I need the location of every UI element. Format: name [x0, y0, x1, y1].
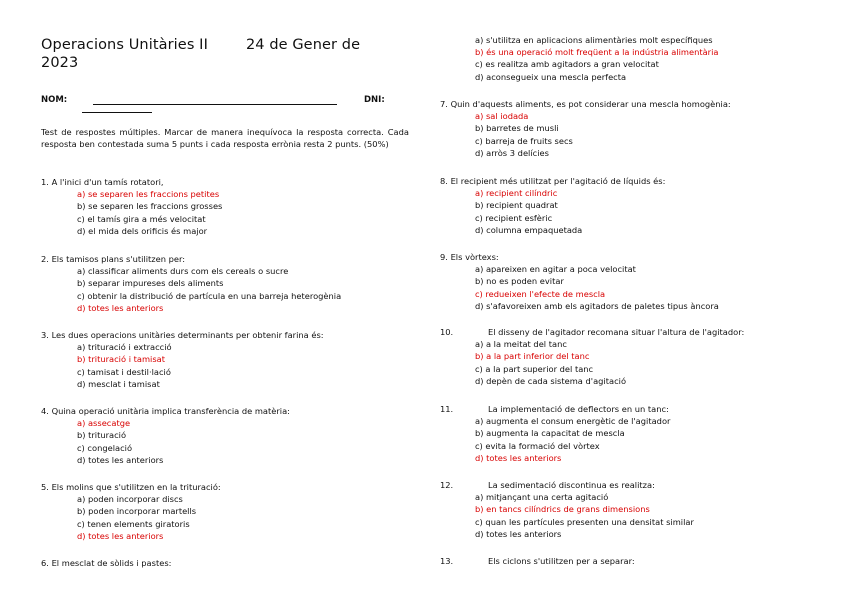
- question-number: 9.: [440, 252, 448, 262]
- question-10: [440, 326, 744, 387]
- question-stem: La sedimentació discontinua es realitza:: [488, 480, 655, 490]
- option-correct[interactable]: d) totes les anteriors: [475, 452, 562, 463]
- option-correct[interactable]: b) trituració i tamisat: [77, 354, 166, 365]
- option[interactable]: b) separar impureses dels aliments: [77, 278, 224, 289]
- exam-title: [41, 36, 421, 72]
- option-list: [77, 341, 324, 390]
- option[interactable]: d) columna empaquetada: [475, 224, 583, 235]
- exam-date: 24 de Gener de: [245, 37, 361, 53]
- option[interactable]: b) barretes de musli: [475, 123, 559, 134]
- option-correct[interactable]: a) se separen les fraccions petites: [77, 189, 220, 200]
- option[interactable]: c) el tamís gira a més velocitat: [77, 213, 206, 224]
- option[interactable]: c) barreja de fruits secs: [475, 135, 573, 146]
- question-8: [440, 175, 665, 236]
- option-correct[interactable]: c) redueixen l'efecte de mescla: [475, 288, 606, 299]
- option-list: [77, 493, 221, 542]
- option[interactable]: c) tenen elements giratoris: [77, 518, 190, 529]
- question-number: 12.: [440, 480, 454, 490]
- option[interactable]: c) obtenir la distribució de partícula en una barreja heterogènia: [77, 290, 342, 301]
- exam-year: 2023: [41, 55, 79, 71]
- option-correct[interactable]: d) totes les anteriors: [77, 530, 164, 541]
- option-list: [475, 415, 670, 464]
- option[interactable]: b) no es poden evitar: [475, 276, 564, 287]
- option-list: [77, 188, 222, 237]
- option-correct[interactable]: b) en tancs cilíndrics de grans dimensions: [475, 504, 650, 515]
- option[interactable]: c) recipient esfèric: [475, 212, 553, 223]
- option[interactable]: b) recipient quadrat: [475, 200, 558, 211]
- option-list: [475, 491, 694, 540]
- question-number: 13.: [440, 556, 454, 566]
- option[interactable]: b) augmenta la capacitat de mescla: [475, 428, 625, 439]
- option[interactable]: c) tamisat i destil·lació: [77, 366, 171, 377]
- option[interactable]: a) mitjançant una certa agitació: [475, 492, 609, 503]
- option[interactable]: a) apareixen en agitar a poca velocitat: [475, 264, 636, 275]
- option[interactable]: b) se separen les fraccions grosses: [77, 201, 223, 212]
- question-stem: Els ciclons s'utilitzen per a separar:: [488, 556, 635, 566]
- option[interactable]: c) evita la formació del vòrtex: [475, 440, 600, 451]
- option[interactable]: d) s'afavoreixen amb els agitadors de paletes tipus àncora: [475, 300, 719, 311]
- option-correct[interactable]: d) totes les anteriors: [77, 302, 164, 313]
- question-number: 11.: [440, 404, 454, 414]
- dni-label: DNI:: [364, 95, 385, 105]
- question-stem: La implementació de deflectors en un tanc:: [488, 404, 669, 414]
- option[interactable]: a) s'utilitza en aplicacions alimentàries molt específiques: [475, 35, 713, 45]
- question-stem: Les dues operacions unitàries determinants per obtenir farina és:: [51, 330, 324, 340]
- option[interactable]: a) a la meitat del tanc: [475, 339, 567, 350]
- option[interactable]: d) depèn de cada sistema d'agitació: [475, 375, 627, 386]
- option[interactable]: d) el mida dels orificis és major: [77, 225, 208, 236]
- question-number: 5.: [41, 482, 49, 492]
- name-label: NOM:: [41, 95, 68, 105]
- option[interactable]: c) a la part superior del tanc: [475, 363, 594, 374]
- question-number: 7.: [440, 99, 448, 109]
- option-list: [475, 34, 718, 83]
- option[interactable]: d) arròs 3 delícies: [475, 147, 549, 158]
- question-5: [41, 481, 221, 542]
- option-correct[interactable]: b) a la part inferior del tanc: [475, 351, 590, 362]
- question-13: [440, 555, 635, 567]
- course-title: Operacions Unitàries II: [41, 37, 208, 53]
- question-number: 4.: [41, 406, 49, 416]
- name-field-line[interactable]: [93, 104, 337, 105]
- question-stem: El recipient més utilitzat per l'agitació de líquids és:: [450, 176, 666, 186]
- option-list: [475, 187, 665, 236]
- question-3: [41, 329, 324, 390]
- question-stem: Els molins que s'utilitzen en la trituració:: [51, 482, 221, 492]
- option[interactable]: c) es realitza amb agitadors a gran velocitat: [475, 59, 659, 70]
- question-7: [440, 98, 731, 159]
- question-stem: Els tamisos plans s'utilitzen per:: [51, 254, 186, 264]
- question-number: 3.: [41, 330, 49, 340]
- instructions: Test de respostes múltiples. Marcar de manera inequívoca la resposta correcta. Cada resposta ben contestada suma 5 punts i cada resposta errònia resta 2 punts. (50%): [41, 127, 409, 150]
- option-list: [475, 338, 744, 387]
- question-stem: El disseny de l'agitador recomana situar l'altura de l'agitador:: [488, 327, 745, 337]
- option-correct[interactable]: a) assecatge: [77, 418, 131, 429]
- question-number: 8.: [440, 176, 448, 186]
- question-1: [41, 176, 222, 237]
- question-stem: A l'inici d'un tamís rotatori,: [51, 177, 164, 187]
- option[interactable]: a) trituració i extracció: [77, 342, 172, 353]
- option-list: [475, 110, 731, 159]
- option-correct[interactable]: b) és una operació molt freqüent a la indústria alimentària: [475, 47, 719, 58]
- question-9: [440, 251, 719, 312]
- option[interactable]: b) poden incorporar martells: [77, 506, 197, 517]
- option[interactable]: a) augmenta el consum energètic de l'agitador: [475, 416, 671, 427]
- option[interactable]: d) totes les anteriors: [77, 454, 164, 465]
- option[interactable]: a) classificar aliments durs com els cereals o sucre: [77, 266, 289, 277]
- option-correct[interactable]: a) sal iodada: [475, 111, 529, 122]
- question-number: 1.: [41, 177, 49, 187]
- option[interactable]: d) mesclat i tamisat: [77, 378, 160, 389]
- option[interactable]: c) congelació: [77, 442, 133, 453]
- question-6: [41, 557, 171, 569]
- option-list: [77, 265, 341, 314]
- option[interactable]: c) quan les partícules presenten una densitat similar: [475, 516, 694, 527]
- option-correct[interactable]: a) recipient cilíndric: [475, 188, 558, 199]
- question-number: 2.: [41, 254, 49, 264]
- option[interactable]: a) poden incorporar discs: [77, 494, 183, 505]
- option[interactable]: d) totes les anteriors: [475, 528, 562, 539]
- option-list: [77, 417, 290, 466]
- question-stem: Quina operació unitària implica transferència de matèria:: [51, 406, 290, 416]
- question-stem: El mesclat de sòlids i pastes:: [51, 558, 172, 568]
- option[interactable]: d) aconsegueix una mescla perfecta: [475, 71, 627, 82]
- question-stem: Els vòrtexs:: [450, 252, 499, 262]
- question-number: 10.: [440, 327, 454, 337]
- question-4: [41, 405, 290, 466]
- question-6-options: [475, 34, 718, 83]
- question-12: [440, 479, 694, 540]
- question-stem: Quin d'aquests aliments, es pot considerar una mescla homogènia:: [450, 99, 731, 109]
- question-2: [41, 253, 341, 314]
- name-field-line-continued[interactable]: [82, 112, 152, 113]
- option-list: [475, 263, 719, 312]
- question-11: [440, 403, 670, 464]
- option[interactable]: b) trituració: [77, 430, 127, 441]
- question-number: 6.: [41, 558, 49, 568]
- student-fields: [41, 95, 421, 115]
